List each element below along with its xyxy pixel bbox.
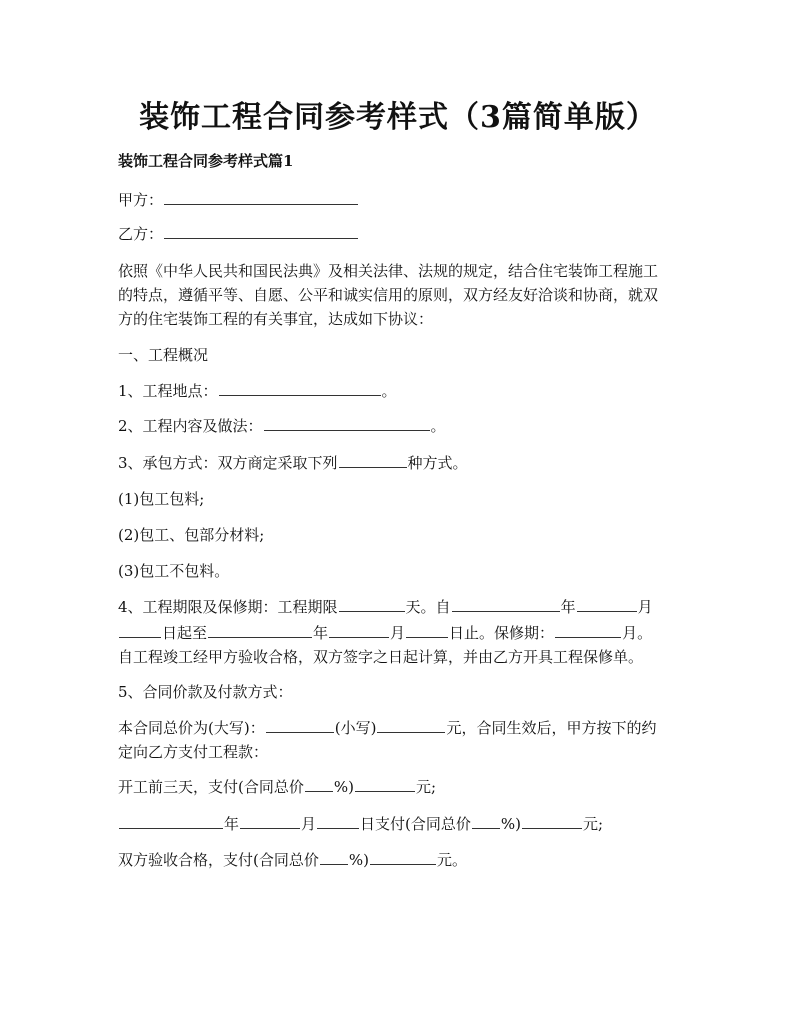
intro-line-2: 的特点，遵循平等、自愿、公平和诚实信用的原则，双方经友好洽谈和协商，就双 — [118, 286, 659, 304]
option-1: (1)包工包料; — [118, 490, 205, 508]
section-subtitle: 装饰工程合同参考样式篇1 — [118, 152, 294, 170]
payment-3: 双方验收合格，支付(合同总价 %) 元。 — [118, 851, 467, 869]
item-2-line: 2、工程内容及做法： 。 — [118, 417, 446, 435]
payment-1: 开工前三天，支付(合同总价 %) 元; — [118, 778, 437, 796]
item-3-line: 3、承包方式：双方商定采取下列 种方式。 — [118, 454, 468, 472]
item-5-line: 5、合同价款及付款方式： — [118, 683, 293, 701]
item-4-line-1: 4、工程期限及保修期：工程期限 天。自 年 月 — [118, 598, 653, 616]
party-a-line: 甲方： — [118, 188, 688, 212]
item-4-line-3: 自工程竣工经甲方验收合格，双方签字之日起计算，并由乙方开具工程保修单。 — [118, 648, 644, 666]
intro-line-3: 方的住宅装饰工程的有关事宜，达成如下协议： — [118, 310, 434, 328]
party-a-blank — [164, 189, 358, 205]
option-2: (2)包工、包部分材料; — [118, 526, 265, 544]
party-b-line: 乙方： — [118, 222, 688, 246]
method-blank — [339, 452, 407, 468]
party-b-blank — [164, 223, 358, 239]
section-heading: 一、工程概况 — [118, 346, 209, 364]
content-blank — [264, 415, 430, 431]
price-line-2: 定向乙方支付工程款： — [118, 743, 269, 761]
location-blank — [219, 380, 381, 396]
price-line-1: 本合同总价为(大写)： (小写) 元，合同生效后，甲方按下的约 — [118, 719, 657, 737]
intro-line-1: 依照《中华人民共和国民法典》及相关法律、法规的规定，结合住宅装饰工程施工 — [118, 262, 659, 280]
payment-2: 年 月 日支付(合同总价 %) 元; — [118, 812, 688, 836]
option-3: (3)包工不包料。 — [118, 562, 230, 580]
item-1-line: 1、工程地点： 。 — [118, 382, 397, 400]
item-4-line-2: 日起至 年 月 日止。保修期： 月。 — [118, 621, 688, 645]
document-title: 装饰工程合同参考样式（3篇简单版） — [139, 100, 657, 135]
